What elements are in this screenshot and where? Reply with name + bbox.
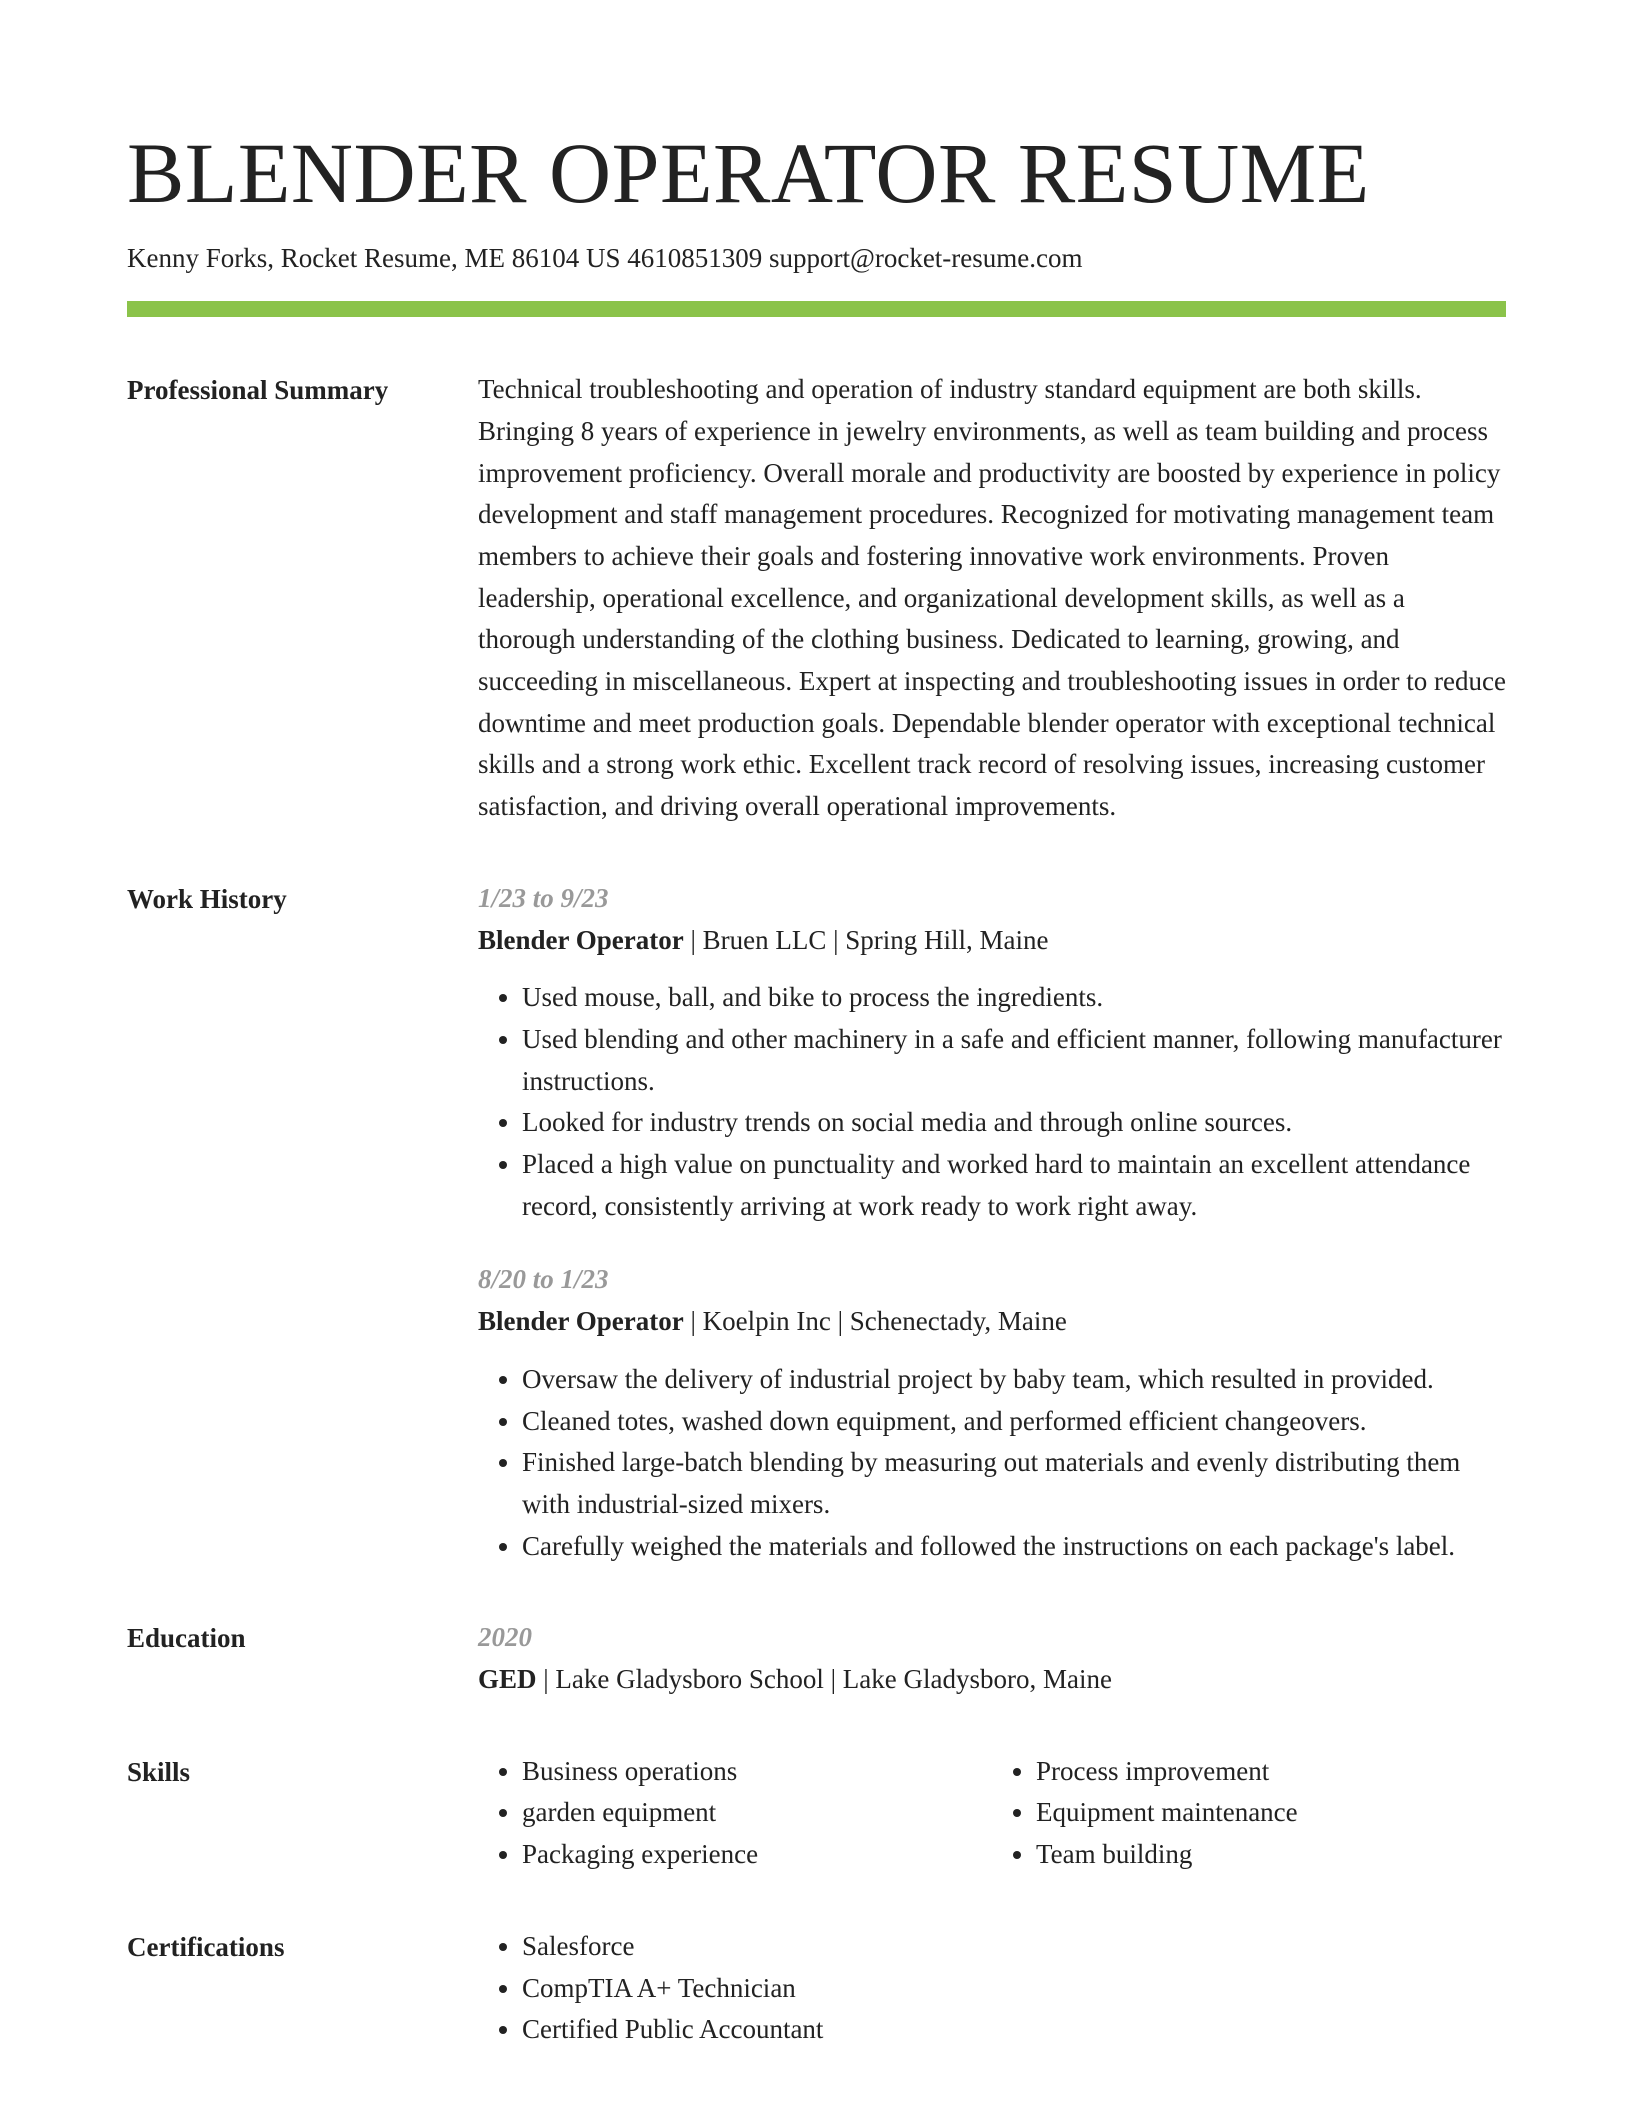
skills-list-right bbox=[992, 1751, 1506, 1876]
section-label: Education bbox=[127, 1623, 246, 1654]
education-year: 2020 bbox=[478, 1622, 532, 1653]
work-history-section bbox=[127, 878, 1506, 1568]
skills-list-left bbox=[478, 1751, 992, 1876]
summary-section bbox=[127, 369, 1506, 828]
skill-item: • garden equipment bbox=[522, 1792, 992, 1834]
header-divider bbox=[127, 301, 1506, 317]
education-section bbox=[127, 1617, 1506, 1700]
job-bullets bbox=[478, 977, 1506, 1227]
job-title: Blender Operator bbox=[478, 1306, 684, 1337]
job-entry bbox=[478, 1259, 1506, 1567]
job-title-line bbox=[478, 920, 1506, 962]
contact-info: Kenny Forks, Rocket Resume, ME 86104 US 4610851309 support@rocket-resume.com bbox=[127, 243, 1083, 273]
summary-text: Technical troubleshooting and operation of industry standard equipment are both skills. Bringing 8 years of experience in jewelry environments, as well as team building and process improvement proficiency. Overall morale and productivity are boosted by experience in policy development and staff management procedures. Recognized for motivating management team members to achieve their goals and fostering innovative work environments. Proven leadership, operational excellence, and organizational development skills, as well as a thorough understanding of the clothing business. Dedicated to learning, growing, and succeeding in miscellaneous. Expert at inspecting and troubleshooting issues in order to reduce downtime and meet production goals. Dependable blender operator with exceptional technical skills and a strong work ethic. Excellent track record of resolving issues, increasing customer satisfaction, and driving overall operational improvements. bbox=[478, 374, 1506, 822]
certifications-list bbox=[478, 1926, 1506, 2051]
education-line bbox=[478, 1659, 1506, 1701]
skill-item: • Packaging experience bbox=[522, 1834, 992, 1876]
list-item: • Used blending and other machinery in a safe and efficient manner, following manufacturer instructions. bbox=[522, 1019, 1506, 1102]
skills-section bbox=[127, 1751, 1506, 1876]
skill-item: • Business operations bbox=[522, 1751, 992, 1793]
job-title-line bbox=[478, 1301, 1506, 1343]
list-item: • Cleaned totes, washed down equipment, and performed efficient changeovers. bbox=[522, 1401, 1506, 1443]
job-details: | Koelpin Inc | Schenectady, Maine bbox=[683, 1306, 1067, 1337]
job-bullets bbox=[478, 1359, 1506, 1568]
section-label: Skills bbox=[127, 1756, 191, 1787]
certification-item: • Salesforce bbox=[522, 1926, 1506, 1968]
education-details: | Lake Gladysboro School | Lake Gladysboro, Maine bbox=[536, 1664, 1112, 1695]
section-label: Certifications bbox=[127, 1931, 285, 1962]
section-label: Work History bbox=[127, 883, 287, 914]
list-item: • Oversaw the delivery of industrial project by baby team, which resulted in provided. bbox=[522, 1359, 1506, 1401]
certification-item: • Certified Public Accountant bbox=[522, 2009, 1506, 2051]
job-details: | Bruen LLC | Spring Hill, Maine bbox=[683, 924, 1049, 955]
list-item: • Finished large-batch blending by measuring out materials and evenly distributing them with industrial-sized mixers. bbox=[522, 1442, 1506, 1525]
resume-title: BLENDER OPERATOR RESUME bbox=[127, 125, 1370, 221]
list-item: • Used mouse, ball, and bike to process the ingredients. bbox=[522, 977, 1506, 1019]
education-degree: GED bbox=[478, 1664, 537, 1695]
list-item: • Placed a high value on punctuality and worked hard to maintain an excellent attendance record, consistently arriving at work ready to work right away. bbox=[522, 1144, 1506, 1227]
job-title: Blender Operator bbox=[478, 924, 684, 955]
list-item: • Looked for industry trends on social media and through online sources. bbox=[522, 1102, 1506, 1144]
skill-item: • Equipment maintenance bbox=[1036, 1792, 1506, 1834]
job-entry bbox=[478, 878, 1506, 1228]
skill-item: • Team building bbox=[1036, 1834, 1506, 1876]
skill-item: • Process improvement bbox=[1036, 1751, 1506, 1793]
job-dates: 1/23 to 9/23 bbox=[478, 882, 609, 913]
certifications-section bbox=[127, 1926, 1506, 2051]
job-dates: 8/20 to 1/23 bbox=[478, 1264, 609, 1295]
section-label: Professional Summary bbox=[127, 375, 389, 406]
certification-item: • CompTIA A+ Technician bbox=[522, 1968, 1506, 2010]
list-item: • Carefully weighed the materials and followed the instructions on each package's label. bbox=[522, 1526, 1506, 1568]
